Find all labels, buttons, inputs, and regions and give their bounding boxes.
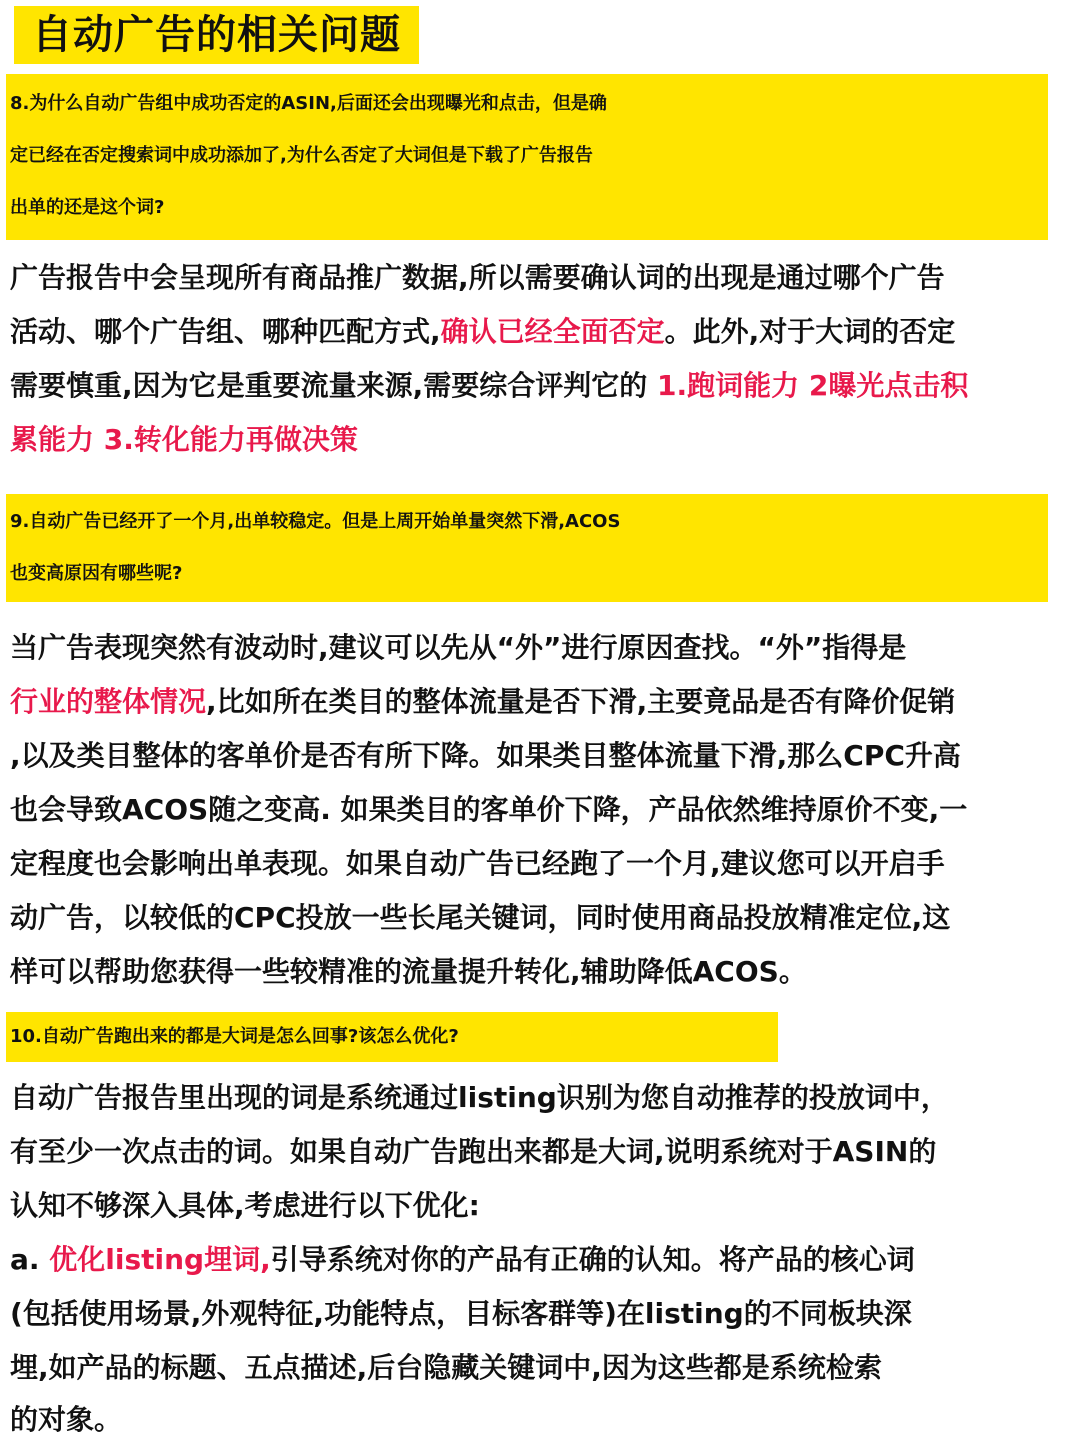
answer-9-line-4: 也会导致ACOS随之变高. 如果类目的客单价下降，产品依然维持原价不变,一 <box>10 793 968 826</box>
page-title: 自动广告的相关问题 <box>14 6 419 64</box>
question-10-line: 10.自动广告跑出来的都是大词是怎么回事?该怎么优化? <box>10 1026 459 1047</box>
question-8-box <box>6 74 1048 240</box>
answer-9-line-6: 动广告，以较低的CPC投放一些长尾关键词，同时使用商品投放精准定位,这 <box>10 901 951 934</box>
answer-9-highlight-industry: 行业的整体情况 <box>10 685 207 718</box>
answer-8-line-4: 累能力 3.转化能力再做决策 <box>10 423 358 456</box>
answer-9-line-7: 样可以帮助您获得一些较精准的流量提升转化,辅助降低ACOS。 <box>10 955 807 988</box>
question-10-box <box>6 1012 778 1062</box>
answer-8-line-2-tail: 。此外,对于大词的否定 <box>664 315 956 348</box>
answer-8-line-2 <box>10 312 955 352</box>
question-8-line-2: 定已经在否定搜索词中成功添加了,为什么否定了大词但是下载了广告报告 <box>10 145 593 166</box>
answer-10-line-1: 自动广告报告里出现的词是系统通过listing识别为您自动推荐的投放词中， <box>10 1081 949 1114</box>
answer-10-line-4 <box>10 1240 915 1280</box>
question-8-line-3: 出单的还是这个词? <box>10 197 165 218</box>
answer-10-line-4-text: 引导系统对你的产品有正确的认知。将产品的核心词 <box>270 1243 915 1276</box>
answer-10-line-6: 埋,如产品的标题、五点描述,后台隐藏关键词中,因为这些都是系统检索 <box>10 1351 882 1384</box>
answer-8-highlight-abilities: 1.跑词能力 2曝光点击积 <box>657 369 969 402</box>
question-9-line-1: 9.自动广告已经开了一个月,出单较稳定。但是上周开始单量突然下滑,ACOS <box>10 511 621 532</box>
answer-9-line-5: 定程度也会影响出单表现。如果自动广告已经跑了一个月,建议您可以开启手 <box>10 847 945 880</box>
answer-8-line-3-text: 需要慎重,因为它是重要流量来源,需要综合评判它的 <box>10 369 658 402</box>
answer-8-highlight-negated: 确认已经全面否定 <box>440 315 665 348</box>
answer-9-line-2-text: ,比如所在类目的整体流量是否下滑,主要竟品是否有降价促销 <box>206 685 956 718</box>
answer-10-line-3: 认知不够深入具体,考虑进行以下优化: <box>10 1189 480 1222</box>
answer-10-item-a-marker: a. <box>10 1243 50 1276</box>
answer-10-line-2: 有至少一次点击的词。如果自动广告跑出来都是大词,说明系统对于ASIN的 <box>10 1135 937 1168</box>
question-9-box <box>6 494 1048 602</box>
answer-9-line-3: ,以及类目整体的客单价是否有所下降。如果类目整体流量下滑,那么CPC升高 <box>10 739 961 772</box>
answer-10-line-7: 的对象。 <box>10 1403 123 1436</box>
answer-10-highlight-listing: 优化listing埋词, <box>49 1243 271 1276</box>
answer-8-line-3 <box>10 366 968 406</box>
answer-9-line-2 <box>10 682 955 722</box>
question-8-line-1: 8.为什么自动广告组中成功否定的ASIN,后面还会出现曝光和点击，但是确 <box>10 93 607 114</box>
answer-8-line-1: 广告报告中会呈现所有商品推广数据,所以需要确认词的出现是通过哪个广告 <box>10 261 945 294</box>
question-9-line-2: 也变高原因有哪些呢? <box>10 563 183 584</box>
answer-9-line-1: 当广告表现突然有波动时,建议可以先从“外”进行原因查找。“外”指得是 <box>10 631 907 664</box>
answer-8-line-2-text: 活动、哪个广告组、哪种匹配方式, <box>10 315 441 348</box>
answer-10-line-5: (包括使用场景,外观特征,功能特点，目标客群等)在listing的不同板块深 <box>10 1297 912 1330</box>
